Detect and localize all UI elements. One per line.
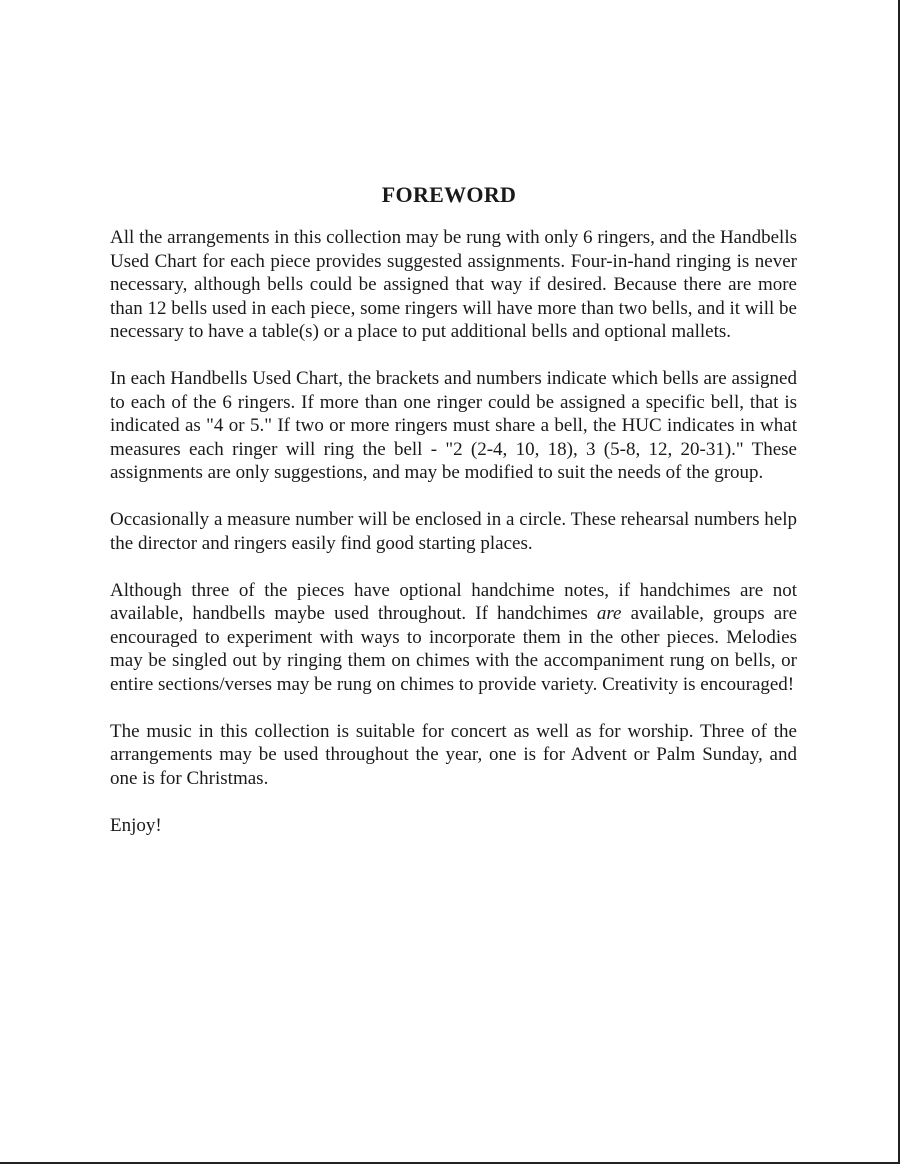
page-title: FOREWORD (381, 182, 517, 207)
handchime-text-before: Although three of the pieces have optional handchime notes, if handchimes are not available, handbells maybe used throughout. If handchimes (110, 579, 797, 624)
paragraph-closing: Enjoy! (110, 814, 162, 836)
paragraph-handbells-used-chart: In each Handbells Used Chart, the brackets and numbers indicate which bells are assigned to each of the 6 ringers. If more than one ringer could be assigned a specific bell, that is indicated as "4 or 5." If two or more ringers must share a bell, the HUC indicates in what measures each ringer will ring the bell - "2 (2-4, 10, 18), 3 (5-8, 12, 20-31)." These assignments are only suggestions, and may be modified to suit the needs of the group. (110, 368, 797, 483)
handchime-text-after: available, groups are encouraged to experiment with ways to incorporate them in the other pieces. Melodies may be singled out by ringing them on chimes with the accompaniment rung on bells, or entire sections/verses may be rung on chimes to provide variety. Creativity is encouraged! (110, 603, 797, 695)
paragraph-concert-worship: The music in this collection is suitable for concert as well as for worship. Three of the arrangements may be used throughout the year, one is for Advent or Palm Sunday, and one is for Christmas. (110, 720, 797, 789)
paragraph-rehearsal-numbers: Occasionally a measure number will be enclosed in a circle. These rehearsal numbers help the director and ringers easily find good starting places. (110, 509, 797, 554)
document-body (110, 226, 797, 837)
handchime-text-emphasis: are (596, 603, 622, 624)
paragraph-handchimes (110, 579, 797, 697)
paragraph-ringers: All the arrangements in this collection may be rung with only 6 ringers, and the Handbells Used Chart for each piece provides suggested assignments. Four-in-hand ringing is never necessary, although bells could be assigned that way if desired. Because there are more than 12 bells used in each piece, some ringers will have more than two bells, and it will be necessary to have a table(s) or a place to put additional bells and optional mallets. (110, 227, 797, 342)
